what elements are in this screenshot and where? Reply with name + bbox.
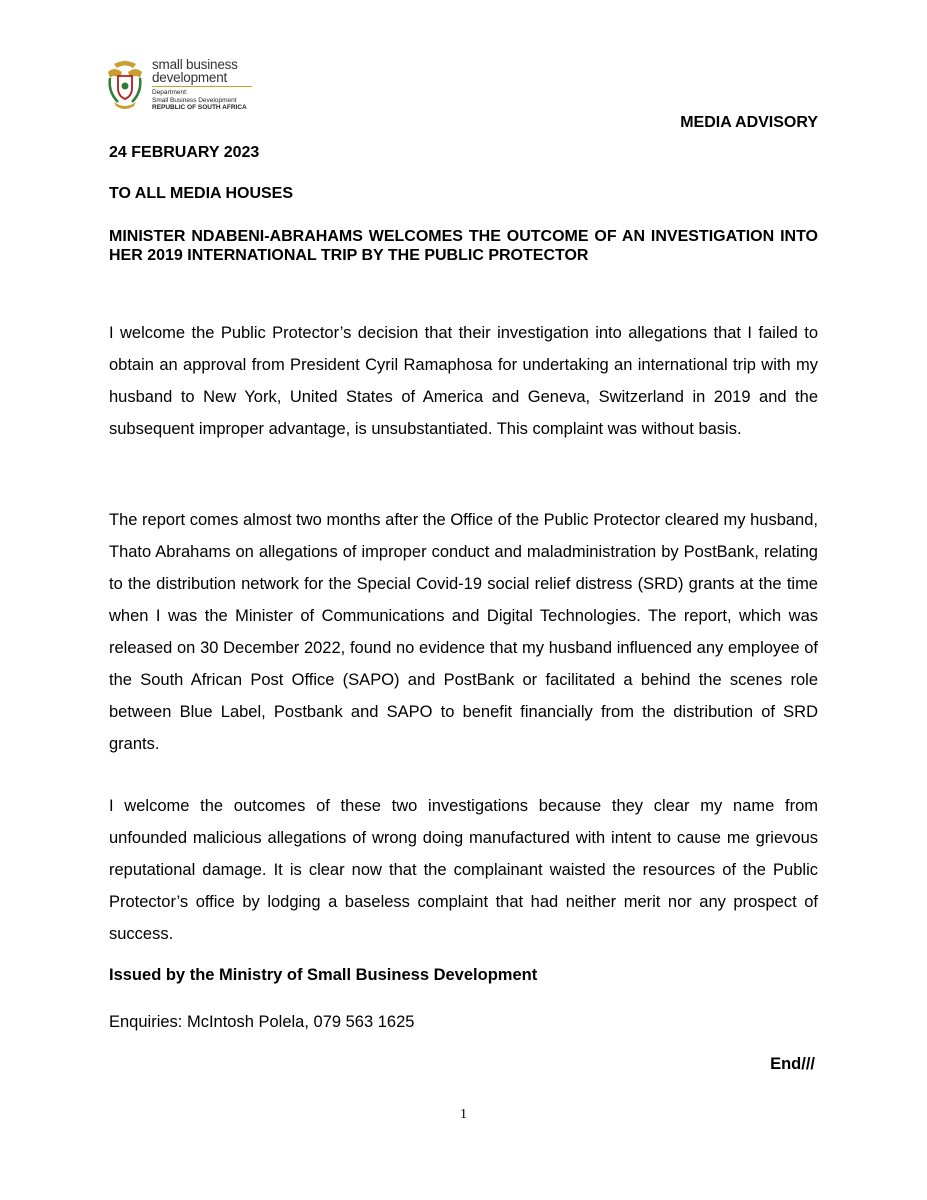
department-logo [104, 58, 254, 112]
coat-of-arms-icon [104, 58, 146, 110]
page-number: 1 [460, 1107, 467, 1122]
logo-line-1: small business [152, 57, 238, 72]
document-date: 24 FEBRUARY 2023 [109, 144, 260, 161]
media-advisory-label: MEDIA ADVISORY [680, 114, 818, 131]
headline: MINISTER NDABENI-ABRAHAMS WELCOMES THE OUTCOME OF AN INVESTIGATION INTO HER 2019 INTERNATIONAL TRIP BY THE PUBLIC PROTECTOR [109, 228, 818, 264]
body-paragraph-2: The report comes almost two months after the Office of the Public Protector cleared my husband, Thato Abrahams on allegations of improper conduct and maladministration by PostBank, relating to the distribution network for the Special Covid-19 social relief distress (SRD) grants at the time when I was the Minister of Communications and Digital Technologies. The report, which was released on 30 December 2022, found no evidence that my husband influenced any employee of the South African Post Office (SAPO) and PostBank or facilitated a behind the scenes role between Blue Label, Postbank and SAPO to benefit financially from the distribution of SRD grants. [109, 511, 818, 753]
logo-country: REPUBLIC OF SOUTH AFRICA [152, 104, 247, 111]
issued-by: Issued by the Ministry of Small Business Development [109, 966, 538, 984]
end-mark: End/// [770, 1055, 815, 1073]
logo-department-name: Small Business Development [152, 96, 237, 104]
logo-wordmark [152, 58, 252, 112]
enquiries-contact: Enquiries: McIntosh Polela, 079 563 1625 [109, 1013, 415, 1031]
logo-department-label: Department: [152, 89, 188, 96]
logo-divider [152, 86, 252, 87]
body-paragraph-3: I welcome the outcomes of these two investigations because they clear my name from unfounded malicious allegations of wrong doing manufactured with intent to cause me grievous reputational damage. It is clear now that the complainant waisted the resources of the Public Protector’s office by lodging a baseless complaint that had neither merit nor any prospect of success. [109, 797, 818, 943]
addressee: TO ALL MEDIA HOUSES [109, 185, 294, 202]
body-paragraph-1: I welcome the Public Protector’s decision that their investigation into allegations that I failed to obtain an approval from President Cyril Ramaphosa for undertaking an international trip with my husband to New York, United States of America and Geneva, Switzerland in 2019 and the subsequent improper advantage, is unsubstantiated. This complaint was without basis. [109, 324, 818, 438]
logo-line-2: development [152, 70, 228, 85]
